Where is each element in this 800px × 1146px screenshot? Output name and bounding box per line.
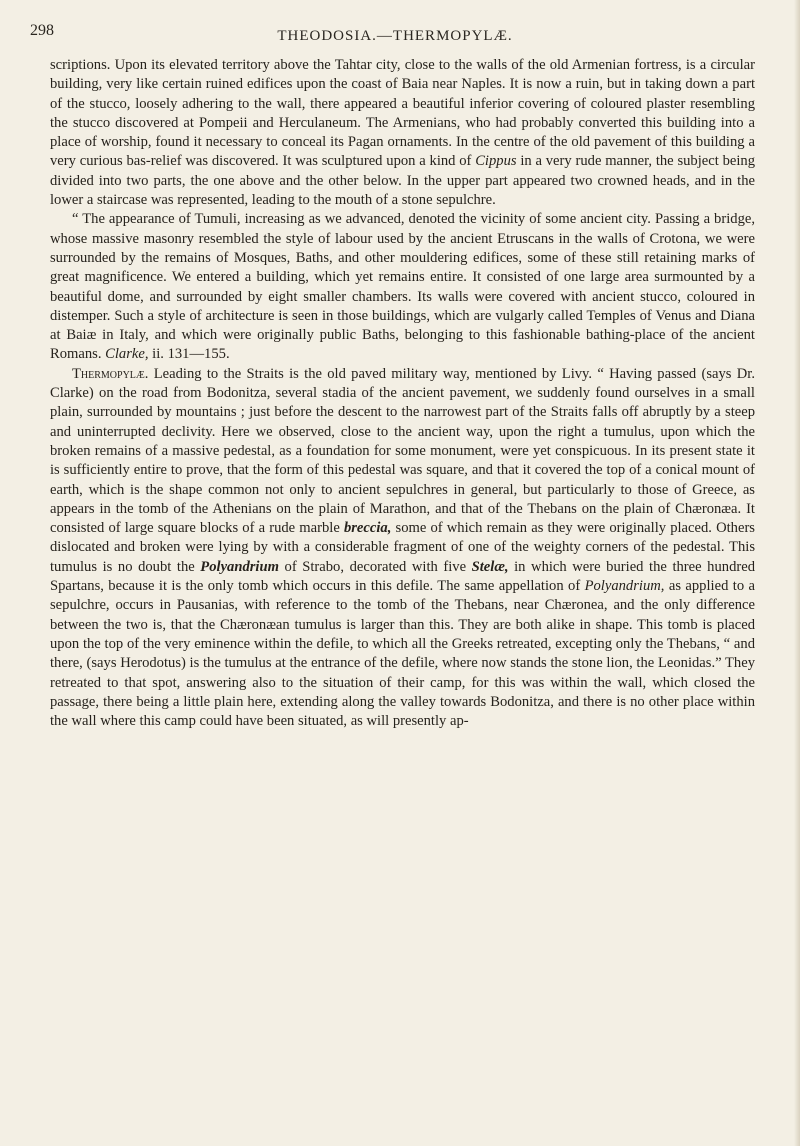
text-run: Cippus bbox=[475, 153, 517, 170]
text-run: some of which remain as they were originally placed. Others dislocated and broken were lying by with a considerable fragment of one of the weighty corners of the pedestal. This tumulus is no doubt the bbox=[50, 520, 755, 575]
paragraph-3 bbox=[50, 365, 755, 732]
paragraph-1 bbox=[50, 56, 755, 210]
page-number: 298 bbox=[30, 22, 54, 39]
text-run: Leading to the Straits is the old paved military way, mentioned by Livy. “ Having passed (says Dr. Clarke) on the road from Bodonitza, several stadia of the ancient pavement, we suddenly found ourselves in a small plain, surrounded by mountains ; just before the descent to the narrowest part of the Straits falls off abruptly by a steep and uninterrupted declivity. Here we observed, close to the ancient way, upon the right a tumulus, upon which the broken remains of a massive pedestal, as a foundation for some monument, were yet conspicuous. In its present state it is sufficiently entire to prove, that the form of this pedestal was square, and that it covered the top of a conical mount of earth, which is the shape common not only to ancient sepulchres in general, but particularly to those of Greece, as appears in the tomb of the Athenians on the plain of Marathon, and that of the Thebans on the plain of Chæronæa. It consisted of large square blocks of a rude marble bbox=[50, 365, 755, 537]
text-run: ii. 131—155. bbox=[148, 346, 230, 363]
text-run: Stelæ, bbox=[471, 558, 509, 575]
text-run: breccia, bbox=[343, 520, 392, 537]
text-run: of Strabo, decorated with five bbox=[278, 558, 472, 575]
text-run: “ The appearance of Tumuli, increasing as we advanced, denoted the vicinity of some ancient city. Passing a bridge, whose massive masonry resembled the style of labour used by the ancient Etruscans in the walls of Crotona, we were surrounded by the remains of Mosques, Baths, and other mouldering edifices, some of these still retaining marks of great magnificence. We entered a building, which yet remains entire. It consisted of one large area surmounted by a beautiful dome, and surrounded by eight smaller chambers. Its walls were covered with ancient stucco, coloured in distemper. Such a style of architecture is seen in those buildings, which are vulgarly called Temples of Venus and Diana at Baiæ in Italy, and which were originally public Baths, belonging to this fashionable bathing-place of the ancient Romans. bbox=[50, 211, 755, 363]
text-run: in a very rude manner, the subject being divided into two parts, the one above and the other below. In the upper part appeared two crowned heads, and in the lower a staircase was represented, leading to the mouth of a stone sepulchre. bbox=[50, 153, 755, 209]
text-run: Thermopylæ. bbox=[72, 365, 149, 382]
text-run: Polyandrium, bbox=[584, 578, 665, 595]
paragraph-2 bbox=[50, 210, 755, 364]
page-edge-shadow bbox=[794, 0, 800, 1146]
page-body bbox=[50, 56, 755, 731]
text-run: scriptions. Upon its elevated territory above the Tahtar city, close to the walls of the old Armenian fortress, is a circular building, very like certain ruined edifices upon the coast of Baia near Naples. It is now a ruin, but in taking down a part of the stucco, loosely adhering to the wall, there appeared a beautiful inferior covering of coloured plaster resembling the stucco discovered at Pompeii and Herculaneum. The Armenians, who had probably converted this building into a place of worship, found it necessary to conceal its Pagan ornaments. In the centre of the old pavement of this building a very curious bas-relief was discovered. It was sculptured upon a kind of bbox=[50, 57, 755, 170]
page-header bbox=[30, 8, 760, 48]
text-run: Clarke, bbox=[105, 346, 149, 363]
running-head: THEODOSIA.—THERMOPYLÆ. bbox=[277, 28, 513, 44]
text-run: as applied to a sepulchre, occurs in Pausanias, with reference to the tomb of the Thebans, near Chæronea, and the only difference between the two is, that the Chæronæan tumulus is larger than this. They are both alike in shape. This tomb is placed upon the top of the very eminence within the defile, to which all the Greeks retreated, excepting only the Thebans, “ and there, (says Herodotus) is the tumulus at the entrance of the defile, where now stands the stone lion, the Leonidas.” They retreated to that spot, answering also to the situation of their camp, for this was within the wall, which closed the passage, there being a little plain here, extending along the valley towards Bodonitza, and there is no other place within the wall where this camp could have been situated, as will presently ap- bbox=[50, 578, 755, 730]
text-run: in which were buried the three hundred Spartans, because it is the only tomb which occurs in this defile. The same appellation of bbox=[50, 558, 755, 595]
text-run: Polyandrium bbox=[200, 558, 279, 575]
